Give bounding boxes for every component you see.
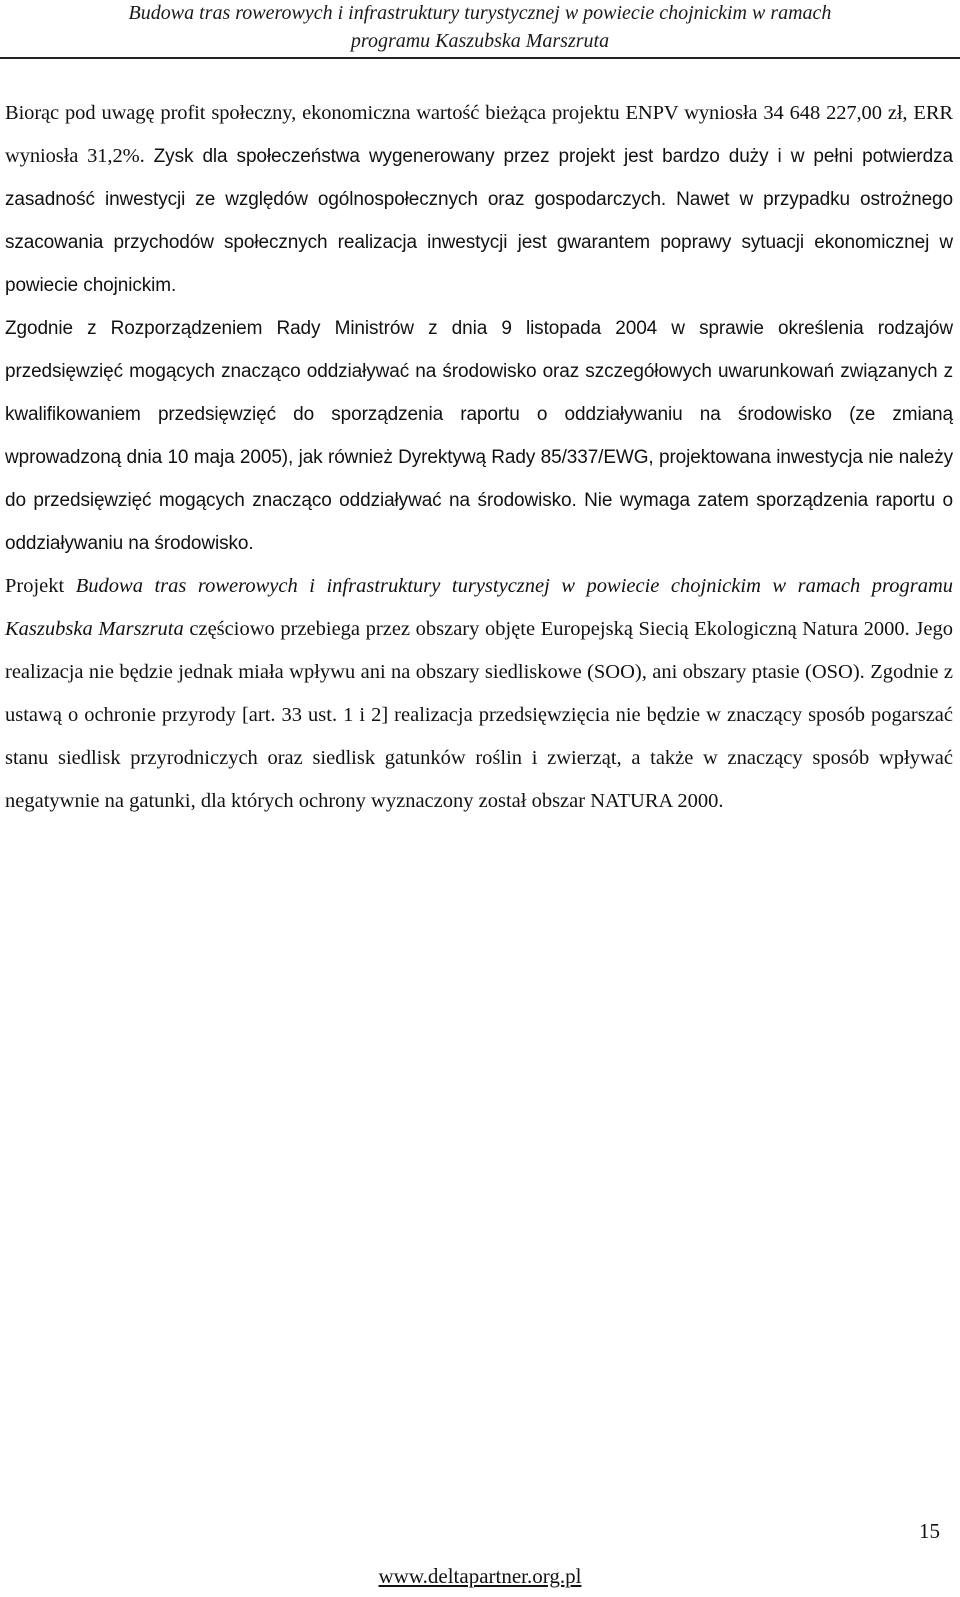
paragraph-natura-2000-lead: Projekt	[5, 575, 76, 597]
header-title-line-1: Budowa tras rowerowych i infrastruktury turystycznej w powiecie chojnickim w ramach	[128, 2, 832, 24]
project-title-italic: Budowa tras rowerowych i infrastruktury turystycznej w powiecie chojnickim w ramach programu Kaszubska Marszruta	[5, 575, 954, 640]
header-divider	[0, 57, 960, 59]
paragraph-natura-2000	[5, 565, 953, 823]
paragraph-economic-value-rest: Zysk dla społeczeństwa wygenerowany przez projekt jest bardzo duży i w pełni potwierdza zasadność inwestycji ze względów ogólnospołecznych oraz gospodarczych. Nawet w przypadku ostrożnego szacowania przychodów społecznych realizacja inwestycji jest gwarantem poprawy sytuacji ekonomicznej w powiecie chojnickim.	[5, 146, 953, 296]
page-number: 15	[919, 1519, 940, 1543]
paragraph-economic-value	[5, 92, 953, 307]
document-body	[5, 92, 953, 823]
paragraph-economic-value-lead: Biorąc pod uwagę profit społeczny, ekonomiczna wartość bieżąca projektu ENPV wyniosła 34 648 227,00 zł, ERR wyniosła 31,2%.	[5, 102, 953, 167]
page-header	[0, 0, 960, 55]
paragraph-environmental-regulation: Zgodnie z Rozporządzeniem Rady Ministrów z dnia 9 listopada 2004 w sprawie określenia rodzajów przedsięwzięć mogących znacząco oddziaływać na środowisko oraz szczegółowych uwarunkowań związanych z kwalifikowaniem przedsięwzięć do sporządzenia raportu o oddziaływaniu na środowisko (ze zmianą wprowadzoną dnia 10 maja 2005), jak również Dyrektywą Rady 85/337/EWG, projektowana inwestycja nie należy do przedsięwzięć mogących znacząco oddziaływać na środowisko. Nie wymaga zatem sporządzenia raportu o oddziaływaniu na środowisko.	[5, 318, 953, 554]
footer-website-link[interactable]: www.deltapartner.org.pl	[378, 1564, 582, 1588]
header-title-line-2: programu Kaszubska Marszruta	[350, 30, 610, 52]
paragraph-natura-2000-rest: częściowo przebiega przez obszary objęte Europejską Siecią Ekologiczną Natura 2000. Jego realizacja nie będzie jednak miała wpływu ani na obszary siedliskowe (SOO), ani obszary ptasie (OSO). Zgodnie z ustawą o ochronie przyrody [art. 33 ust. 1 i 2] realizacja przedsięwzięcia nie będzie w znaczący sposób pogarszać stanu siedlisk przyrodniczych oraz siedlisk gatunków roślin i zwierząt, a także w znaczący sposób wpływać negatywnie na gatunki, dla których ochrony wyznaczony został obszar NATURA 2000.	[5, 618, 953, 812]
